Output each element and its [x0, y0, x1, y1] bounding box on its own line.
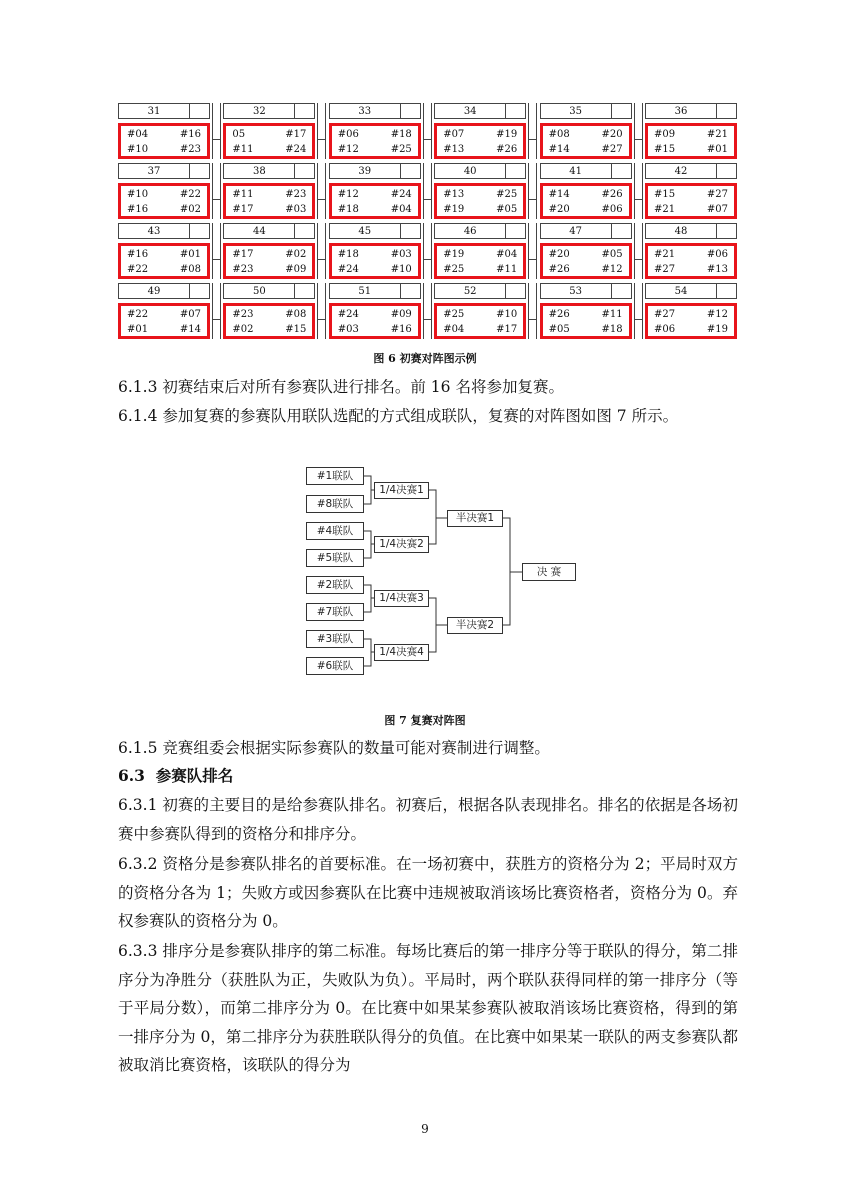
match-cell — [118, 163, 210, 219]
pairing-line — [654, 263, 728, 276]
column-separator — [634, 103, 643, 159]
team-id: #06 — [706, 249, 728, 260]
paragraph-6-3-3: 6.3.3 排序分是参赛队排序的第二标准。每场比赛后的第一排序分等于联队的得分，第二排序分为净胜分（获胜队为正，失败队为负）。平局时，两个联队获得同样的第一排序分（等于平局分数），而第二排序分为 0。在比赛中如果某参赛队被取消该场比赛资格，得到的第一排序分为 0，第二排序分为获胜联队得分的负值。在比赛中如果某一联队的两支参赛队都被取消比赛资格，该联队的得分为 — [118, 942, 738, 1074]
pairing-line — [549, 143, 623, 156]
pairing-line — [338, 323, 412, 336]
team-id: #15 — [285, 324, 307, 335]
team-id: #08 — [285, 309, 307, 320]
team-id: #01 — [127, 324, 149, 335]
team-id: #09 — [654, 129, 676, 140]
match-number: 48 — [645, 223, 717, 239]
match-cell — [645, 103, 737, 159]
team-id: #12 — [601, 264, 623, 275]
team-id: #19 — [706, 324, 728, 335]
team-id: #20 — [548, 204, 570, 215]
team-id: #22 — [179, 189, 201, 200]
alliance-box: #3联队 — [306, 630, 364, 648]
team-id: #01 — [706, 144, 728, 155]
team-id: #05 — [601, 249, 623, 260]
column-separator — [317, 223, 326, 279]
match-cell — [223, 283, 315, 339]
column-separator — [634, 163, 643, 219]
team-id: #03 — [285, 204, 307, 215]
team-id: #14 — [179, 324, 201, 335]
team-id: #17 — [232, 204, 254, 215]
pairing-line — [127, 143, 201, 156]
match-pairing-box — [540, 243, 632, 279]
match-pairing-box — [118, 303, 210, 339]
match-cell — [540, 163, 632, 219]
team-id: #04 — [127, 129, 149, 140]
team-id: #11 — [232, 189, 254, 200]
team-id: #19 — [443, 249, 465, 260]
pairing-line — [443, 128, 517, 141]
pairing-line — [654, 248, 728, 261]
match-number: 49 — [118, 283, 190, 299]
match-number-tail-cell — [612, 163, 632, 179]
section-number: 6.3 — [118, 766, 145, 785]
match-number-tail-cell — [401, 163, 421, 179]
match-pairing-box — [540, 303, 632, 339]
team-id: #08 — [548, 129, 570, 140]
pairing-line — [338, 263, 412, 276]
team-id: #09 — [285, 264, 307, 275]
pairing-line — [549, 323, 623, 336]
alliance-box: #4联队 — [306, 522, 364, 540]
team-id: #11 — [232, 144, 254, 155]
match-pairing-box — [434, 303, 526, 339]
match-number: 50 — [223, 283, 295, 299]
match-number: 40 — [434, 163, 506, 179]
figure7-bracket — [304, 463, 562, 678]
team-id: #07 — [706, 204, 728, 215]
column-separator — [212, 283, 221, 339]
team-id: #12 — [337, 189, 359, 200]
team-id: #17 — [232, 249, 254, 260]
quarterfinal-box: 1/4决赛2 — [374, 536, 429, 553]
team-id: #14 — [548, 144, 570, 155]
team-id: #11 — [601, 309, 623, 320]
team-id: #10 — [127, 144, 149, 155]
paragraph-6-3-2: 6.3.2 资格分是参赛队排名的首要标准。在一场初赛中，获胜方的资格分为 2；平局时双方的资格分各为 1；失败方或因参赛队在比赛中违规被取消该场比赛资格者，资格分为 0。弃权参赛队的资格分为 0。 — [118, 855, 738, 930]
match-number-tail-cell — [295, 103, 315, 119]
pairing-line — [443, 263, 517, 276]
team-id: #21 — [654, 204, 676, 215]
column-separator — [423, 223, 432, 279]
pairing-line — [127, 323, 201, 336]
match-number-tail-cell — [190, 163, 210, 179]
team-id: #27 — [654, 264, 676, 275]
column-separator — [528, 163, 537, 219]
team-id: #10 — [496, 309, 518, 320]
pairing-line — [127, 248, 201, 261]
match-number-tail-cell — [612, 103, 632, 119]
pairing-line — [338, 143, 412, 156]
match-pairing-box — [223, 303, 315, 339]
match-number-tail-cell — [190, 283, 210, 299]
paragraph-6-1-5: 6.1.5 竞赛组委会根据实际参赛队的数量可能对赛制进行调整。 — [118, 739, 550, 757]
column-separator — [317, 103, 326, 159]
team-id: #21 — [654, 249, 676, 260]
match-pairing-box — [118, 243, 210, 279]
team-id: #03 — [390, 249, 412, 260]
paragraph-6-1-4: 6.1.4 参加复赛的参赛队用联队选配的方式组成联队，复赛的对阵图如图 7 所示。 — [118, 407, 679, 425]
team-id: #13 — [443, 144, 465, 155]
match-cell — [329, 283, 421, 339]
match-cell — [329, 223, 421, 279]
match-number: 33 — [329, 103, 401, 119]
match-number-tail-cell — [717, 283, 737, 299]
match-cell — [540, 223, 632, 279]
team-id: #22 — [127, 309, 149, 320]
match-pairing-box — [434, 183, 526, 219]
match-number: 34 — [434, 103, 506, 119]
pairing-line — [549, 263, 623, 276]
team-id: #23 — [179, 144, 201, 155]
team-id: #25 — [496, 189, 518, 200]
match-number-tail-cell — [295, 163, 315, 179]
match-number: 32 — [223, 103, 295, 119]
alliance-box: #8联队 — [306, 495, 364, 513]
match-cell — [434, 283, 526, 339]
match-number: 53 — [540, 283, 612, 299]
pairing-line — [549, 203, 623, 216]
match-number-tail-cell — [506, 223, 526, 239]
column-separator — [212, 103, 221, 159]
section-title: 参赛队排名 — [155, 766, 234, 785]
team-id: #01 — [179, 249, 201, 260]
match-pairing-box — [434, 123, 526, 159]
match-number: 41 — [540, 163, 612, 179]
semifinal-box: 半决赛1 — [447, 510, 503, 527]
pairing-line — [127, 263, 201, 276]
team-id: #16 — [127, 249, 149, 260]
match-pairing-box — [223, 243, 315, 279]
team-id: #16 — [127, 204, 149, 215]
team-id: #26 — [496, 144, 518, 155]
column-separator — [212, 163, 221, 219]
column-separator — [317, 283, 326, 339]
match-pairing-box — [223, 123, 315, 159]
column-separator — [423, 103, 432, 159]
pairing-line — [232, 203, 306, 216]
team-id: #02 — [232, 324, 254, 335]
match-pairing-box — [329, 123, 421, 159]
semifinal-box: 半决赛2 — [447, 617, 503, 634]
alliance-box: #6联队 — [306, 657, 364, 675]
team-id: #02 — [285, 249, 307, 260]
match-number-tail-cell — [401, 103, 421, 119]
match-cell — [434, 223, 526, 279]
pairing-line — [443, 308, 517, 321]
match-number-tail-cell — [401, 283, 421, 299]
pairing-line — [549, 188, 623, 201]
match-number: 54 — [645, 283, 717, 299]
team-id: #20 — [548, 249, 570, 260]
match-cell — [540, 283, 632, 339]
match-cell — [118, 223, 210, 279]
team-id: #16 — [390, 324, 412, 335]
team-id: #18 — [337, 204, 359, 215]
pairing-line — [654, 128, 728, 141]
match-cell — [223, 163, 315, 219]
team-id: #27 — [654, 309, 676, 320]
team-id: #25 — [443, 264, 465, 275]
match-number-tail-cell — [717, 163, 737, 179]
team-id: #06 — [654, 324, 676, 335]
column-separator — [423, 163, 432, 219]
team-id: #04 — [496, 249, 518, 260]
match-cell — [118, 283, 210, 339]
column-separator — [528, 103, 537, 159]
match-number-tail-cell — [506, 103, 526, 119]
match-number-tail-cell — [717, 223, 737, 239]
final-box: 决 赛 — [522, 563, 576, 581]
pairing-line — [338, 128, 412, 141]
team-id: #23 — [232, 309, 254, 320]
match-number: 43 — [118, 223, 190, 239]
pairing-line — [443, 143, 517, 156]
column-separator — [528, 283, 537, 339]
pairing-line — [443, 188, 517, 201]
team-id: #18 — [390, 129, 412, 140]
match-number: 45 — [329, 223, 401, 239]
team-id: #27 — [601, 144, 623, 155]
match-pairing-box — [329, 303, 421, 339]
team-id: #23 — [232, 264, 254, 275]
team-id: #18 — [601, 324, 623, 335]
team-id: #05 — [548, 324, 570, 335]
pairing-line — [232, 263, 306, 276]
match-pairing-box — [118, 183, 210, 219]
team-id: #27 — [706, 189, 728, 200]
match-number: 44 — [223, 223, 295, 239]
figure6-schedule-grid — [118, 103, 738, 343]
team-id: #10 — [390, 264, 412, 275]
match-number-tail-cell — [717, 103, 737, 119]
column-separator — [317, 163, 326, 219]
team-id: #12 — [706, 309, 728, 320]
match-number: 39 — [329, 163, 401, 179]
team-id: #07 — [443, 129, 465, 140]
match-cell — [223, 223, 315, 279]
match-pairing-box — [645, 303, 737, 339]
column-separator — [634, 223, 643, 279]
match-number-tail-cell — [190, 223, 210, 239]
pairing-line — [232, 188, 306, 201]
figure6-caption: 图 6 初赛对阵图示例 — [373, 352, 477, 365]
match-number-tail-cell — [612, 283, 632, 299]
match-cell — [118, 103, 210, 159]
pairing-line — [654, 188, 728, 201]
pairing-line — [443, 203, 517, 216]
team-id: #20 — [601, 129, 623, 140]
match-number: 37 — [118, 163, 190, 179]
team-id: #24 — [390, 189, 412, 200]
team-id: #26 — [548, 264, 570, 275]
match-cell — [329, 103, 421, 159]
match-number: 51 — [329, 283, 401, 299]
pairing-line — [654, 308, 728, 321]
team-id: #07 — [179, 309, 201, 320]
match-pairing-box — [434, 243, 526, 279]
team-id: #24 — [285, 144, 307, 155]
alliance-box: #7联队 — [306, 603, 364, 621]
section-heading-6-3 — [118, 765, 738, 787]
team-id: #13 — [443, 189, 465, 200]
team-id: #21 — [706, 129, 728, 140]
paragraph-6-3-1: 6.3.1 初赛的主要目的是给参赛队排名。初赛后，根据各队表现排名。排名的依据是各场初赛中参赛队得到的资格分和排序分。 — [118, 796, 738, 843]
match-pairing-box — [645, 243, 737, 279]
team-id: #25 — [443, 309, 465, 320]
team-id: #04 — [390, 204, 412, 215]
pairing-line — [232, 323, 306, 336]
team-id: #18 — [337, 249, 359, 260]
team-id: #26 — [601, 189, 623, 200]
column-separator — [634, 283, 643, 339]
pairing-line — [127, 308, 201, 321]
pairing-line — [127, 128, 201, 141]
quarterfinal-box: 1/4决赛1 — [374, 482, 429, 499]
team-id: #02 — [179, 204, 201, 215]
match-number-tail-cell — [295, 223, 315, 239]
team-id: #14 — [548, 189, 570, 200]
team-id: #06 — [337, 129, 359, 140]
team-id: #09 — [390, 309, 412, 320]
column-separator — [423, 283, 432, 339]
team-id: #12 — [337, 144, 359, 155]
team-id: #03 — [337, 324, 359, 335]
team-id: #11 — [496, 264, 518, 275]
pairing-line — [338, 188, 412, 201]
pairing-line — [338, 248, 412, 261]
match-number-tail-cell — [295, 283, 315, 299]
match-number-tail-cell — [506, 163, 526, 179]
team-id: #13 — [706, 264, 728, 275]
match-number: 46 — [434, 223, 506, 239]
pairing-line — [232, 143, 306, 156]
match-pairing-box — [645, 183, 737, 219]
pairing-line — [127, 188, 201, 201]
pairing-line — [654, 143, 728, 156]
match-number: 42 — [645, 163, 717, 179]
figure7-caption: 图 7 复赛对阵图 — [384, 714, 466, 727]
team-id: #04 — [443, 324, 465, 335]
team-id: #10 — [127, 189, 149, 200]
team-id: #17 — [496, 324, 518, 335]
team-id: #23 — [285, 189, 307, 200]
team-id: #15 — [654, 189, 676, 200]
paragraph-6-1-3: 6.1.3 初赛结束后对所有参赛队进行排名。前 16 名将参加复赛。 — [118, 378, 564, 396]
team-id: #08 — [179, 264, 201, 275]
team-id: #05 — [496, 204, 518, 215]
column-separator — [528, 223, 537, 279]
alliance-box: #1联队 — [306, 467, 364, 485]
match-cell — [434, 163, 526, 219]
match-pairing-box — [645, 123, 737, 159]
match-number: 36 — [645, 103, 717, 119]
pairing-line — [443, 248, 517, 261]
match-cell — [434, 103, 526, 159]
match-cell — [645, 283, 737, 339]
match-cell — [540, 103, 632, 159]
match-number-tail-cell — [612, 223, 632, 239]
pairing-line — [232, 248, 306, 261]
pairing-line — [549, 308, 623, 321]
quarterfinal-box: 1/4决赛3 — [374, 590, 429, 607]
quarterfinal-box: 1/4决赛4 — [374, 644, 429, 661]
match-number-tail-cell — [190, 103, 210, 119]
pairing-line — [443, 323, 517, 336]
match-number: 52 — [434, 283, 506, 299]
team-id: #19 — [443, 204, 465, 215]
team-id: #25 — [390, 144, 412, 155]
pairing-line — [232, 128, 306, 141]
pairing-line — [654, 203, 728, 216]
match-cell — [223, 103, 315, 159]
pairing-line — [338, 203, 412, 216]
pairing-line — [654, 323, 728, 336]
team-id: #22 — [127, 264, 149, 275]
match-number-tail-cell — [401, 223, 421, 239]
match-number-tail-cell — [506, 283, 526, 299]
pairing-line — [549, 248, 623, 261]
match-pairing-box — [223, 183, 315, 219]
page-number: 9 — [421, 1122, 429, 1136]
pairing-line — [338, 308, 412, 321]
team-id: #16 — [179, 129, 201, 140]
team-id: 05 — [232, 129, 246, 140]
alliance-box: #2联队 — [306, 576, 364, 594]
match-pairing-box — [329, 183, 421, 219]
team-id: #06 — [601, 204, 623, 215]
pairing-line — [127, 203, 201, 216]
match-pairing-box — [118, 123, 210, 159]
column-separator — [212, 223, 221, 279]
match-cell — [645, 163, 737, 219]
team-id: #15 — [654, 144, 676, 155]
match-number: 31 — [118, 103, 190, 119]
pairing-line — [232, 308, 306, 321]
team-id: #26 — [548, 309, 570, 320]
match-pairing-box — [329, 243, 421, 279]
match-pairing-box — [540, 183, 632, 219]
pairing-line — [549, 128, 623, 141]
team-id: #17 — [285, 129, 307, 140]
match-cell — [645, 223, 737, 279]
match-number: 38 — [223, 163, 295, 179]
team-id: #24 — [337, 264, 359, 275]
match-number: 35 — [540, 103, 612, 119]
match-cell — [329, 163, 421, 219]
match-pairing-box — [540, 123, 632, 159]
match-number: 47 — [540, 223, 612, 239]
team-id: #24 — [337, 309, 359, 320]
team-id: #19 — [496, 129, 518, 140]
alliance-box: #5联队 — [306, 549, 364, 567]
